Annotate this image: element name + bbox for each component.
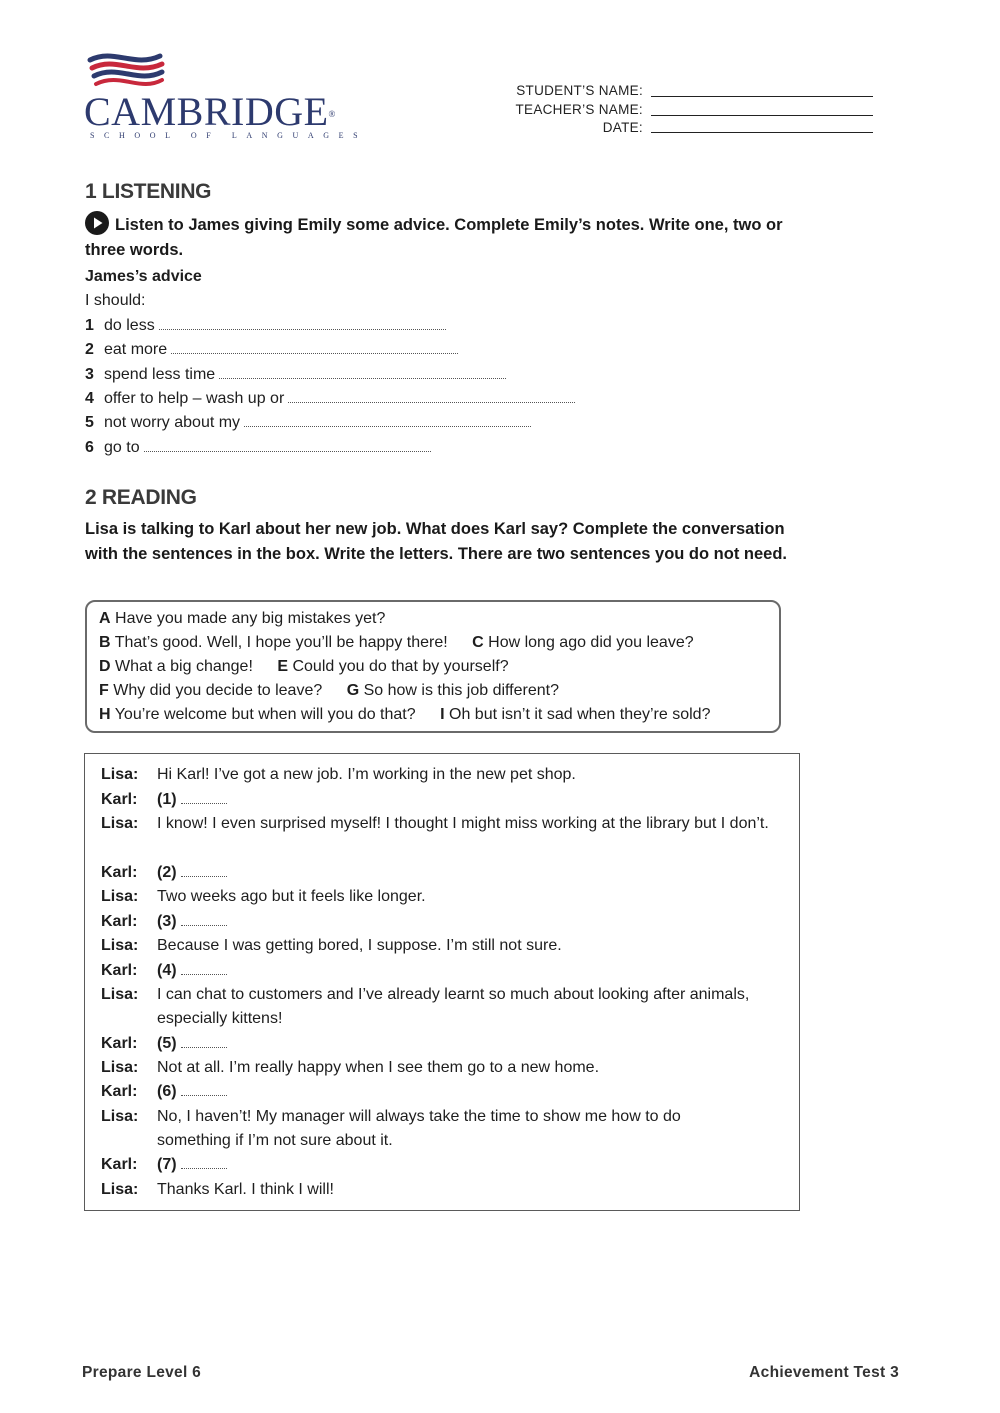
footer-test: Achievement Test 3	[749, 1364, 899, 1381]
dialogue-text: Hi Karl! I’ve got a new job. I’m working in the new pet shop.	[157, 766, 576, 783]
field-label: DATE:	[602, 120, 643, 135]
options-box	[85, 600, 781, 733]
speaker: Lisa:	[101, 766, 139, 783]
speaker: Lisa:	[101, 937, 139, 954]
list-item	[85, 338, 458, 362]
item-number: 5	[85, 414, 94, 431]
listening-intro: I should:	[85, 292, 146, 309]
answer-blank[interactable]	[288, 388, 575, 403]
options-row	[99, 610, 385, 628]
item-number: 2	[85, 341, 94, 358]
speaker: Karl:	[101, 913, 138, 930]
dialogue-text: Thanks Karl. I think I will!	[157, 1181, 334, 1198]
speaker: Karl:	[101, 962, 138, 979]
item-text: spend less time	[104, 366, 216, 383]
dialogue-text: Because I was getting bored, I suppose. I’m still not sure.	[157, 937, 562, 954]
list-item	[85, 387, 575, 411]
dialogue-box	[84, 753, 800, 1211]
dialogue-gap[interactable]: (5)	[157, 1032, 787, 1056]
dialogue-text: Not at all. I’m really happy when I see them go to a new home.	[157, 1059, 600, 1076]
speaker: Lisa:	[101, 888, 139, 905]
speaker: Karl:	[101, 791, 138, 808]
answer-blank[interactable]	[144, 437, 431, 452]
reading-instruction: Lisa is talking to Karl about her new job. What does Karl say? Complete the conversation with the sentences in the box. Write the letters. There are two sentences you do not need.	[85, 520, 788, 563]
option-e: E Could you do that by yourself?	[277, 658, 509, 675]
dialogue-gap[interactable]: (1)	[157, 788, 787, 812]
option-g: G So how is this job different?	[346, 682, 559, 699]
reading-title: 2 READING	[85, 486, 197, 509]
speaker: Karl:	[101, 864, 138, 881]
item-number: 3	[85, 366, 94, 383]
item-text: offer to help – wash up or	[104, 390, 285, 407]
field-line[interactable]	[651, 115, 873, 116]
speaker: Lisa:	[101, 1059, 139, 1076]
dialogue-text: Two weeks ago but it feels like longer.	[157, 888, 426, 905]
listening-instruction: Listen to James giving Emily some advice. Complete Emily’s notes. Write one, two or three words.	[85, 211, 795, 262]
options-row	[99, 682, 559, 700]
speaker: Karl:	[101, 1083, 138, 1100]
field-line[interactable]	[651, 132, 873, 133]
field-label: STUDENT’S NAME:	[516, 83, 643, 98]
field-label: TEACHER’S NAME:	[515, 102, 643, 117]
options-row	[99, 634, 694, 652]
dialogue-gap[interactable]: (4)	[157, 959, 787, 983]
option-d: D What a big change!	[99, 658, 253, 675]
speaker: Lisa:	[101, 1108, 139, 1125]
option-i: I Oh but isn’t it sad when they’re sold?	[440, 706, 711, 723]
answer-blank[interactable]	[171, 339, 458, 354]
list-item	[85, 436, 431, 460]
options-row	[99, 658, 509, 676]
dialogue-gap[interactable]: (7)	[157, 1153, 787, 1177]
footer-level: Prepare Level 6	[82, 1364, 202, 1381]
options-row	[99, 706, 710, 724]
list-item	[85, 363, 506, 387]
dialogue-gap[interactable]: (3)	[157, 910, 787, 934]
speaker: Karl:	[101, 1035, 138, 1052]
option-a: A Have you made any big mistakes yet?	[99, 610, 386, 627]
listening-title: 1 LISTENING	[85, 180, 212, 203]
logo-wordmark: CAMBRIDGE®	[84, 89, 336, 134]
item-text: eat more	[104, 341, 168, 358]
option-c: C How long ago did you leave?	[472, 634, 694, 651]
speaker: Lisa:	[101, 986, 139, 1003]
option-b: B That’s good. Well, I hope you’ll be happy there!	[99, 634, 448, 651]
dialogue-gap[interactable]: (6)	[157, 1080, 787, 1104]
list-item	[85, 411, 531, 435]
item-text: not worry about my	[104, 414, 241, 431]
item-number: 6	[85, 439, 94, 456]
option-h: H You’re welcome but when will you do that?	[99, 706, 416, 723]
dialogue-gap[interactable]: (2)	[157, 861, 787, 885]
item-text: do less	[104, 317, 155, 334]
dialogue-text: I can chat to customers and I’ve already learnt so much about looking after animals, especially kittens!	[157, 986, 750, 1028]
dialogue-text: I know! I even surprised myself! I thought I might miss working at the library but I don’t.	[157, 815, 769, 832]
answer-blank[interactable]	[159, 315, 446, 330]
field-line[interactable]	[651, 96, 873, 97]
logo-subtitle: SCHOOL OF LANGUAGES	[90, 131, 368, 140]
speaker: Lisa:	[101, 1181, 139, 1198]
item-text: go to	[104, 439, 140, 456]
listening-subheading: James’s advice	[85, 268, 202, 285]
speaker: Karl:	[101, 1156, 138, 1173]
answer-blank[interactable]	[219, 364, 506, 379]
item-number: 4	[85, 390, 94, 407]
item-number: 1	[85, 317, 94, 334]
list-item	[85, 314, 446, 338]
speaker: Lisa:	[101, 815, 139, 832]
play-audio-icon[interactable]	[85, 211, 109, 235]
answer-blank[interactable]	[244, 412, 531, 427]
dialogue-text: No, I haven’t! My manager will always take the time to show me how to do something if I’m not sure about it.	[157, 1108, 681, 1150]
option-f: F Why did you decide to leave?	[99, 682, 323, 699]
